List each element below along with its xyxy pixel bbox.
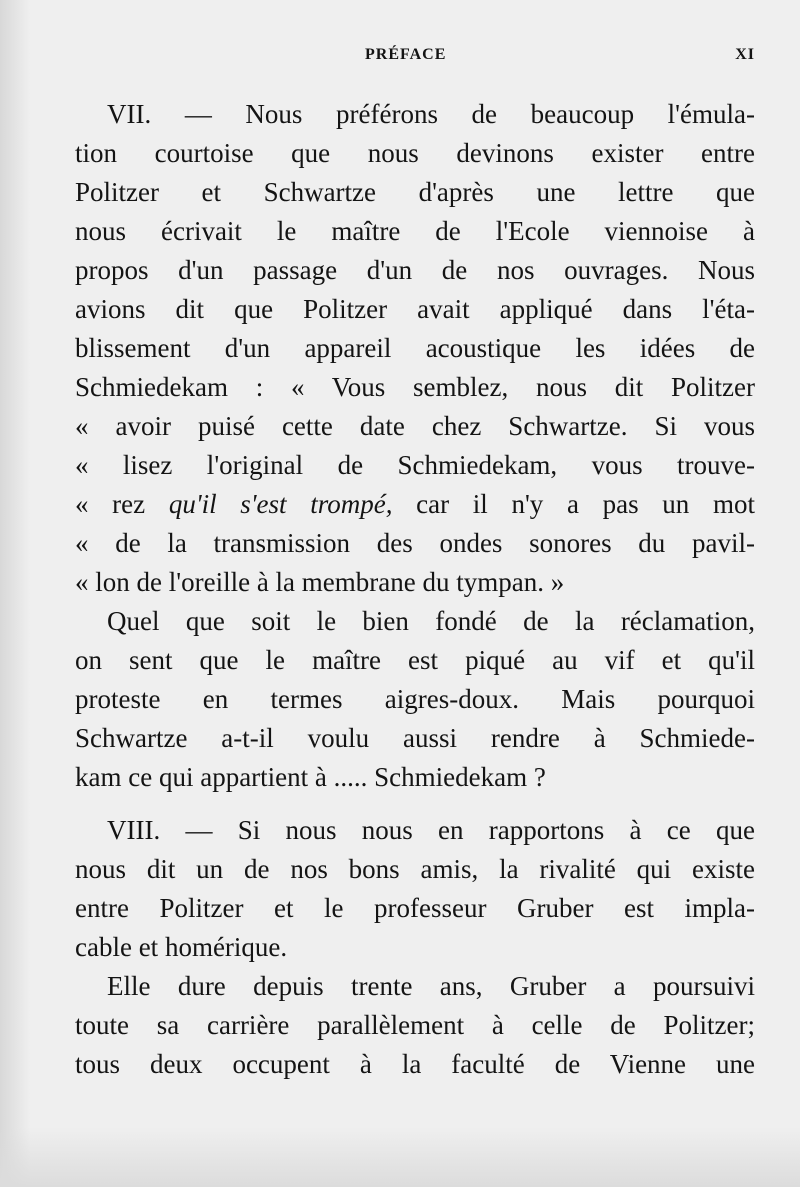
running-title: PRÉFACE xyxy=(365,46,447,63)
text-line: toute sa carrière parallèlement à celle de Politzer; xyxy=(75,1010,755,1040)
text-line: propos d'un passage d'un de nos ouvrages. Nous xyxy=(75,255,755,285)
text-line: VII. — Nous préférons de beaucoup l'émula- xyxy=(107,99,755,129)
paragraph-viii xyxy=(75,811,755,967)
paragraph-elle-dure xyxy=(75,967,755,1084)
text-line: proteste en termes aigres-doux. Mais pourquoi xyxy=(75,684,755,714)
running-head xyxy=(75,44,755,72)
text-line: tion courtoise que nous devinons exister entre xyxy=(75,138,755,168)
text-line: cable et homérique. xyxy=(75,932,288,962)
paragraph-quel-que-soit xyxy=(75,602,755,797)
paragraph-vii xyxy=(75,95,755,602)
text-line: entre Politzer et le professeur Gruber est impla- xyxy=(75,893,755,923)
text-line: VIII. — Si nous nous en rapportons à ce que xyxy=(107,815,755,845)
text-line: « avoir puisé cette date chez Schwartze. Si vous xyxy=(75,411,755,441)
text-line: Schwartze a-t-il voulu aussi rendre à Schmiede- xyxy=(75,723,755,753)
text-line: avions dit que Politzer avait appliqué dans l'éta- xyxy=(75,294,755,324)
text-line: Politzer et Schwartze d'après une lettre que xyxy=(75,177,755,207)
text-line: Schmiedekam : « Vous semblez, nous dit Politzer xyxy=(75,372,755,402)
page-number: XI xyxy=(735,46,755,63)
text-line: Elle dure depuis trente ans, Gruber a poursuivi xyxy=(107,971,755,1001)
text-line: Quel que soit le bien fondé de la réclamation, xyxy=(107,606,755,636)
text-line-italic xyxy=(75,485,755,524)
italic-quote: qu'il s'est trompé, xyxy=(168,489,393,519)
text-line: « lon de l'oreille à la membrane du tympan. » xyxy=(75,567,565,597)
body-text xyxy=(75,95,755,1084)
text-line: tous deux occupent à la faculté de Vienne une xyxy=(75,1049,755,1079)
text-line: « lisez l'original de Schmiedekam, vous trouve- xyxy=(75,450,755,480)
text-line: nous écrivait le maître de l'Ecole viennoise à xyxy=(75,216,755,246)
text-fragment: car il n'y a pas un mot xyxy=(392,489,755,519)
text-line: on sent que le maître est piqué au vif et qu'il xyxy=(75,645,755,675)
text-line: nous dit un de nos bons amis, la rivalité qui existe xyxy=(75,854,755,884)
text-line: blissement d'un appareil acoustique les idées de xyxy=(75,333,755,363)
text-fragment: « rez xyxy=(75,489,169,519)
text-line: « de la transmission des ondes sonores du pavil- xyxy=(75,528,755,558)
paragraph-gap xyxy=(75,797,755,811)
text-line: kam ce qui appartient à ..... Schmiedekam ? xyxy=(75,762,546,792)
